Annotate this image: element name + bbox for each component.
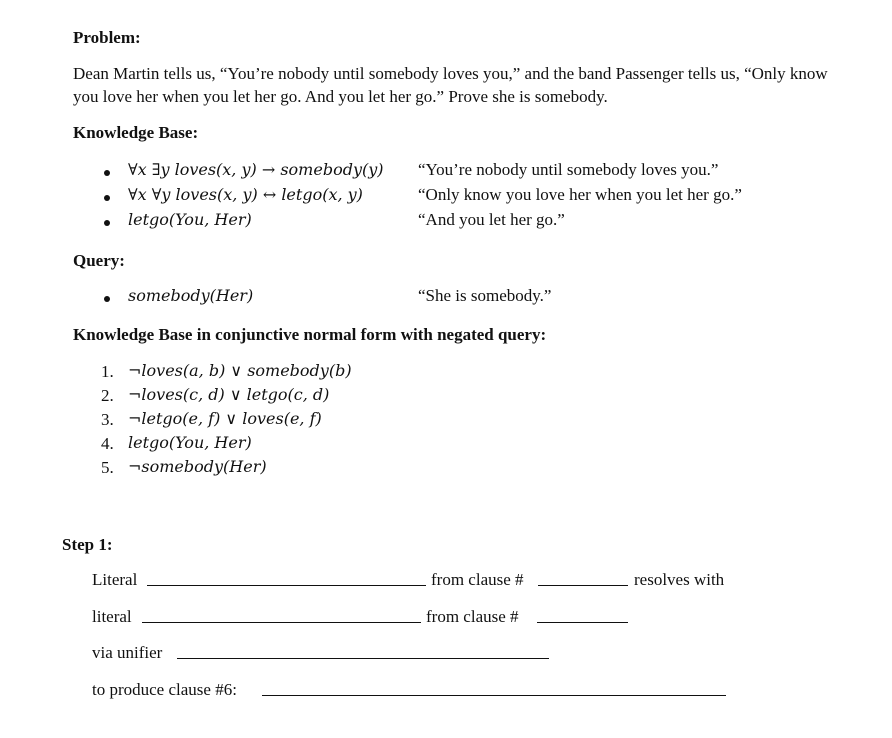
bullet-icon: [104, 220, 110, 226]
clause-number: 2.: [101, 386, 114, 405]
literal-blank[interactable]: [147, 585, 426, 586]
from-clause2-label: from clause #: [426, 607, 519, 626]
clause-number: 4.: [101, 434, 114, 453]
literal-label: Literal: [92, 570, 138, 589]
literal2-blank[interactable]: [142, 622, 421, 623]
kb-formula-3: letgo(You, Her): [128, 210, 252, 229]
step-heading: Step 1:: [62, 535, 113, 554]
query-heading: Query:: [73, 251, 125, 270]
bullet-icon: [104, 195, 110, 201]
literal2-label: literal: [92, 607, 132, 626]
kb-quote-3: “And you let her go.”: [418, 210, 565, 229]
problem-heading: Problem:: [73, 28, 141, 47]
kb-quote-2: “Only know you love her when you let her go.”: [418, 185, 742, 204]
knowledge-base-heading: Knowledge Base:: [73, 123, 199, 142]
clause-text: ¬somebody(Her): [128, 457, 267, 476]
clause-text: letgo(You, Her): [128, 433, 252, 452]
problem-text: Dean Martin tells us, “You’re nobody until somebody loves you,” and the band Passenger tells us, “Only know you love her when you let her go. And you let her go.” Prove she is somebody.: [73, 64, 828, 106]
clause-number: 1.: [101, 362, 114, 381]
kb-formula-2: ∀x ∀y loves(x, y) ↔ letgo(x, y): [128, 185, 363, 204]
query-formula: somebody(Her): [128, 286, 254, 305]
bullet-icon: [104, 296, 110, 302]
clause-text: ¬letgo(e, f) ∨ loves(e, f): [128, 409, 322, 428]
clause-number-blank[interactable]: [538, 585, 628, 586]
clause-number: 3.: [101, 410, 114, 429]
produce-label: to produce clause #6:: [92, 680, 237, 699]
resolves-with-label: resolves with: [634, 570, 725, 589]
kb-quote-1: “You’re nobody until somebody loves you.”: [418, 160, 719, 179]
unifier-blank[interactable]: [177, 658, 549, 659]
cnf-heading: Knowledge Base in conjunctive normal form with negated query:: [73, 325, 547, 344]
clause-text: ¬loves(a, b) ∨ somebody(b): [128, 361, 352, 380]
clause-number: 5.: [101, 458, 114, 477]
produce-blank[interactable]: [262, 695, 726, 696]
clause-text: ¬loves(c, d) ∨ letgo(c, d): [128, 385, 330, 404]
kb-formula-1: ∀x ∃y loves(x, y) → somebody(y): [128, 160, 384, 179]
from-clause-label: from clause #: [431, 570, 524, 589]
clause-number2-blank[interactable]: [537, 622, 628, 623]
unifier-label: via unifier: [92, 643, 163, 662]
bullet-icon: [104, 170, 110, 176]
query-quote: “She is somebody.”: [418, 286, 552, 305]
